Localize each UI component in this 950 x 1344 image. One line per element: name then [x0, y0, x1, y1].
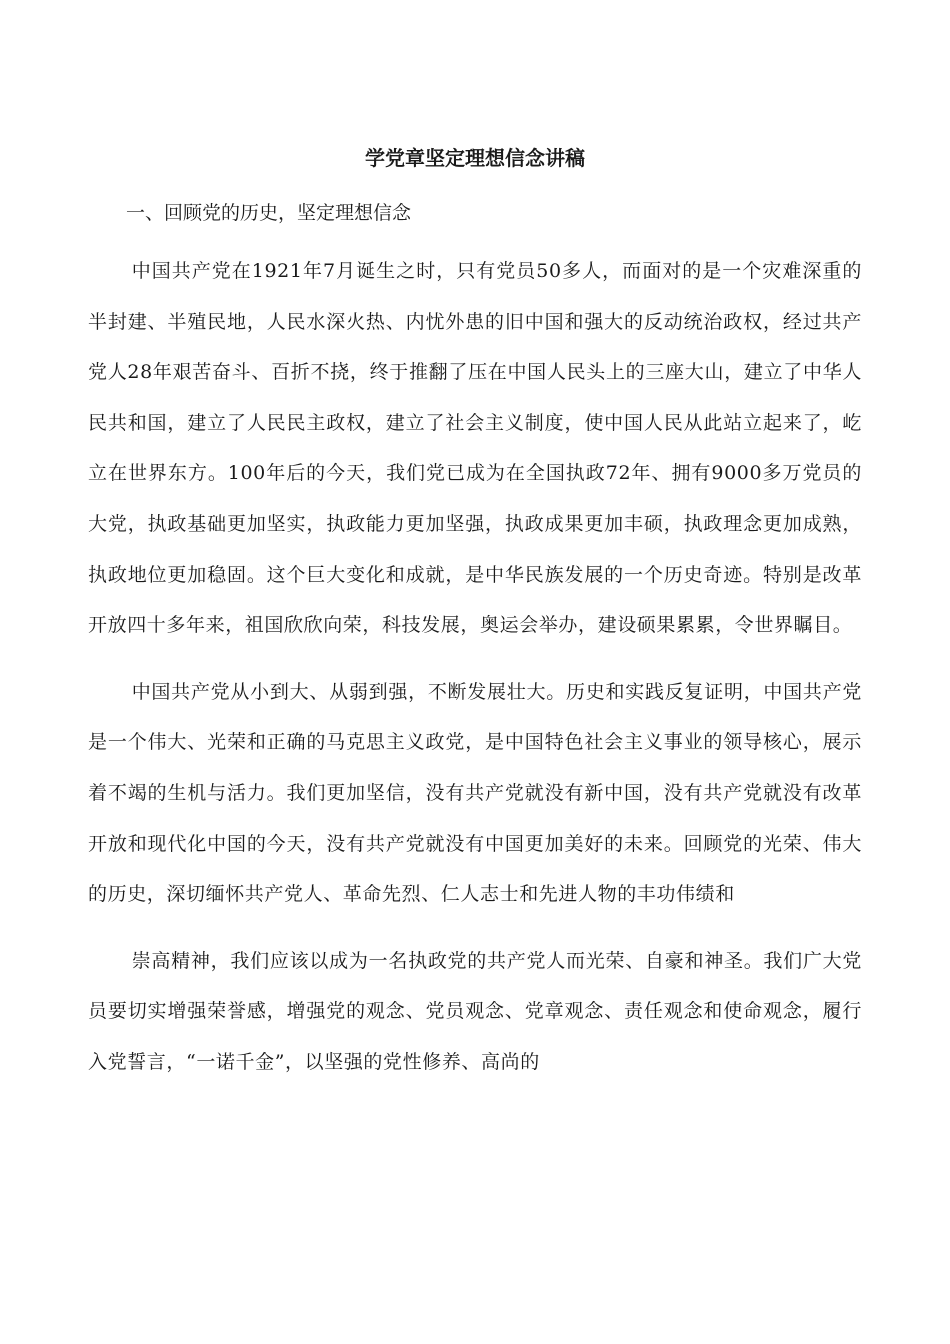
section-heading: 一、回顾党的历史，坚定理想信念: [126, 202, 412, 224]
document-page: [88, 140, 862, 1104]
paragraph-growth: 中国共产党从小到大、从弱到强，不断发展壮大。历史和实践反复证明，中国共产党是一个伟大、光荣和正确的马克思主义政党，是中国特色社会主义事业的领导核心，展示着不竭的生机与活力。我们更加坚信，没有共产党就没有新中国，没有共产党就没有改革开放和现代化中国的今天，没有共产党就没有中国更加美好的未来。回顾党的光荣、伟大的历史，深切缅怀共产党人、革命先烈、仁人志士和先进人物的丰功伟绩和: [88, 680, 862, 906]
paragraph-spirit: 崇高精神，我们应该以成为一名执政党的共产党人而光荣、自豪和神圣。我们广大党员要切实增强荣誉感，增强党的观念、党员观念、党章观念、责任观念和使命观念，履行入党誓言，“一诺千金”，以坚强的党性修养、高尚的: [88, 949, 862, 1073]
paragraph-history: 中国共产党在1921年7月诞生之时，只有党员50多人，而面对的是一个灾难深重的半封建、半殖民地，人民水深火热、内忧外患的旧中国和强大的反动统治政权，经过共产党人28年艰苦奋斗、百折不挠，终于推翻了压在中国人民头上的三座大山，建立了中华人民共和国，建立了人民民主政权，建立了社会主义制度，使中国人民从此站立起来了，屹立在世界东方。100年后的今天，我们党已成为在全国执政72年、拥有9000多万党员的大党，执政基础更加坚实，执政能力更加坚强，执政成果更加丰硕，执政理念更加成熟，执政地位更加稳固。这个巨大变化和成就，是中华民族发展的一个历史奇迹。特别是改革开放四十多年来，祖国欣欣向荣，科技发展，奥运会举办，建设硕果累累，令世界瞩目。: [88, 260, 862, 637]
document-title: 学党章坚定理想信念讲稿: [365, 146, 585, 170]
